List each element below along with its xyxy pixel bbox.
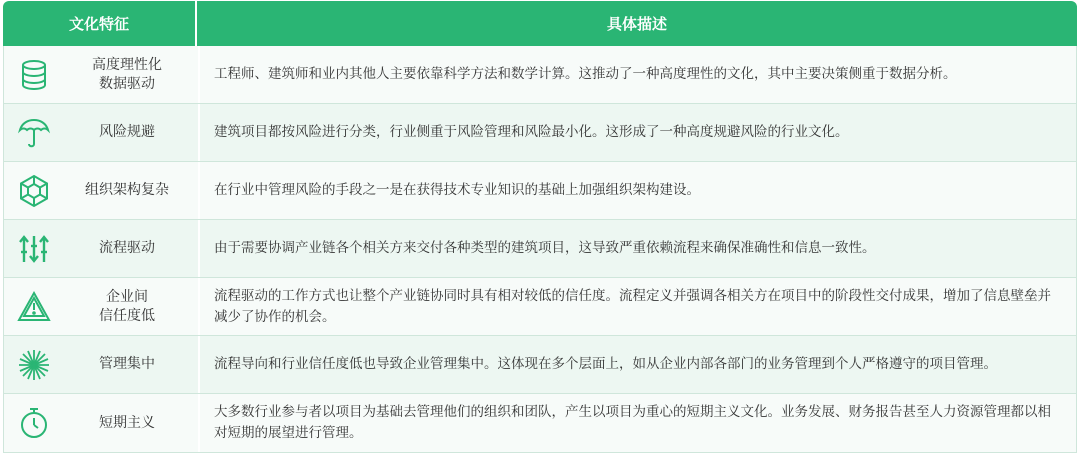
feature-label: 企业间 信任度低 xyxy=(99,288,155,324)
header-feature: 文化特征 xyxy=(3,1,197,46)
feature-label: 组织架构复杂 xyxy=(85,182,169,198)
table-row xyxy=(4,220,1076,278)
table-row xyxy=(4,336,1076,394)
table-row xyxy=(4,162,1076,220)
header-description: 具体描述 xyxy=(606,15,667,33)
table-row xyxy=(4,104,1076,162)
description-cell: 建筑项目都按风险进行分类，行业侧重于风险管理和风险最小化。这形成了一种高度规避风险的行业文化。 xyxy=(200,104,1076,161)
description-cell: 由于需要协调产业链各个相关方来交付各种类型的建筑项目，这导致严重依赖流程来确保准确性和信息一致性。 xyxy=(200,220,1076,277)
table-row xyxy=(4,278,1076,336)
warning-icon xyxy=(4,290,64,324)
feature-label: 高度理性化 数据驱动 xyxy=(92,56,162,92)
table-header xyxy=(3,1,1077,46)
network-icon xyxy=(4,174,64,208)
description-cell: 大多数行业参与者以项目为基础去管理他们的组织和团队，产生以项目为重心的短期主义文化。业务发展、财务报告甚至人力资源管理都以相对短期的展望进行管理。 xyxy=(200,394,1076,452)
description-cell: 流程驱动的工作方式也让整个产业链协同时具有相对较低的信任度。流程定义并强调各相关方在项目中的阶段性交付成果，增加了信息壁垒并减少了协作的机会。 xyxy=(200,278,1076,335)
feature-label: 风险规避 xyxy=(99,124,155,140)
description-cell: 在行业中管理风险的手段之一是在获得技术专业知识的基础上加强组织架构建设。 xyxy=(200,162,1076,219)
flow-arrows-icon xyxy=(4,232,64,266)
stopwatch-icon xyxy=(4,406,64,440)
feature-label: 管理集中 xyxy=(99,356,155,372)
table-row xyxy=(4,394,1076,452)
feature-label: 流程驱动 xyxy=(99,240,155,256)
burst-icon xyxy=(4,348,64,382)
description-cell: 流程导向和行业信任度低也导致企业管理集中。这体现在多个层面上，如从企业内部各部门的业务管理到个人严格遵守的项目管理。 xyxy=(200,336,1076,393)
table-row xyxy=(4,46,1076,104)
feature-label: 短期主义 xyxy=(99,414,155,431)
culture-table xyxy=(3,1,1077,466)
umbrella-icon xyxy=(4,116,64,150)
database-icon xyxy=(4,58,64,92)
description-cell: 工程师、建筑师和业内其他人主要依靠科学方法和数学计算。这推动了一种高度理性的文化，其中主要决策侧重于数据分析。 xyxy=(200,46,1076,103)
